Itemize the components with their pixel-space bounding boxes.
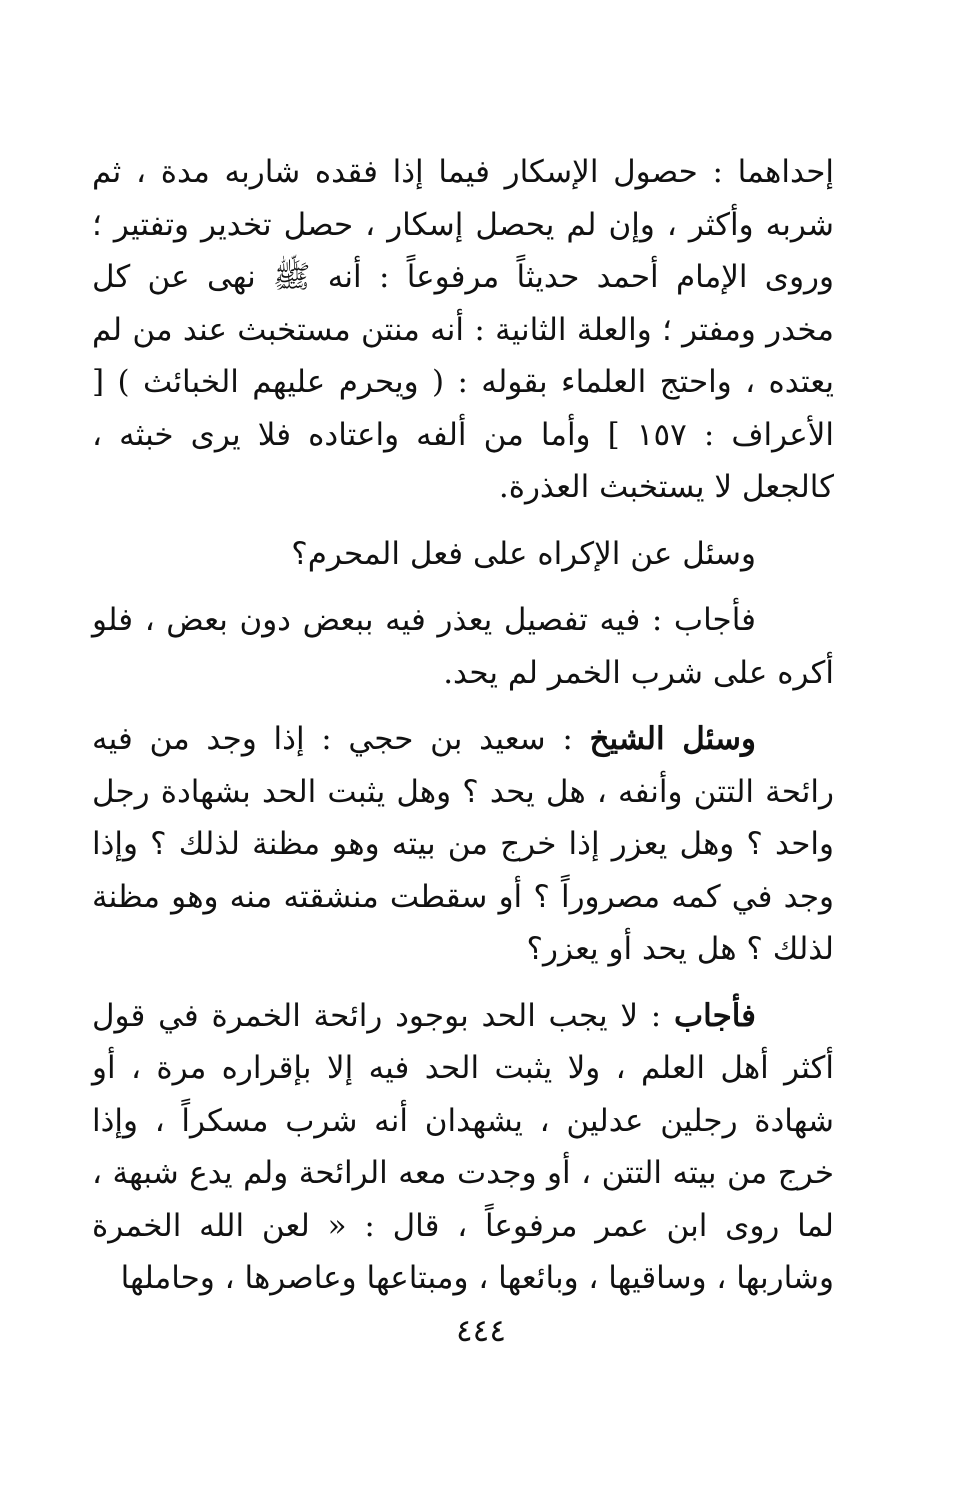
- paragraph-answer-coercion: [92, 594, 834, 699]
- paragraph-lead: وسئل الشيخ: [589, 721, 756, 757]
- page-number: ٤٤٤: [456, 1313, 506, 1349]
- paragraph-lead: فأجاب: [673, 997, 756, 1034]
- page-body: [92, 146, 834, 1305]
- paragraph-text: : سعيد بن حجي : إذا وجد من فيه رائحة التتن وأنفه ، هل يحد ؟ وهل يثبت الحد بشهادة رجل واحد ؟ وهل يعزر إذا خرج من بيته وهو مظنة لذلك ؟ وإذا وجد في كمه مصروراً ؟ أو سقطت منشقته منه وهو مظنة لذلك ؟ هل يحد أو يعزر؟: [92, 721, 834, 967]
- paragraph-question-sheikh: [92, 713, 834, 976]
- paragraph-text: فأجاب : فيه تفصيل يعذر فيه ببعض دون بعض ، فلو أكره على شرب الخمر لم يحد.: [92, 602, 834, 691]
- paragraph-answer-sheikh: [92, 990, 834, 1305]
- paragraph-text: : لا يجب الحد بوجود رائحة الخمرة في قول أكثر أهل العلم ، ولا يثبت الحد فيه إلا بإقراره مرة ، أو شهادة رجلين عدلين ، يشهدان أنه شرب مسكراً ، وإذا خرج من بيته التتن ، أو وجدت معه الرائحة ولم يدع شبهة ، لما روى ابن عمر مرفوعاً ، قال : « لعن الله الخمرة وشاربها ، وساقيها ، وبائعها ، ومبتاعها وعاصرها ، وحاملها: [92, 997, 834, 1296]
- paragraph-question-coercion: [92, 528, 834, 581]
- paragraph-text: وسئل عن الإكراه على فعل المحرم؟: [291, 535, 756, 572]
- paragraph-text: إحداهما : حصول الإسكار فيما إذا فقده شاربه مدة ، ثم شربه وأكثر ، وإن لم يحصل إسكار ، حصل تخدير وتفتير ؛ وروى الإمام أحمد حديثاً مرفوعاً : أنه ﷺ نهى عن كل مخدر ومفتر ؛ والعلة الثانية : أنه منتن مستخبث عند من لم يعتده ، واحتج العلماء بقوله : ( ويحرم عليهم الخبائث ) [ الأعراف : ١٥٧ ] وأما من ألفه واعتاده فلا يرى خبثه ، كالجعل لا يستخبث العذرة.: [92, 154, 835, 505]
- paragraph-reasons: [92, 146, 834, 514]
